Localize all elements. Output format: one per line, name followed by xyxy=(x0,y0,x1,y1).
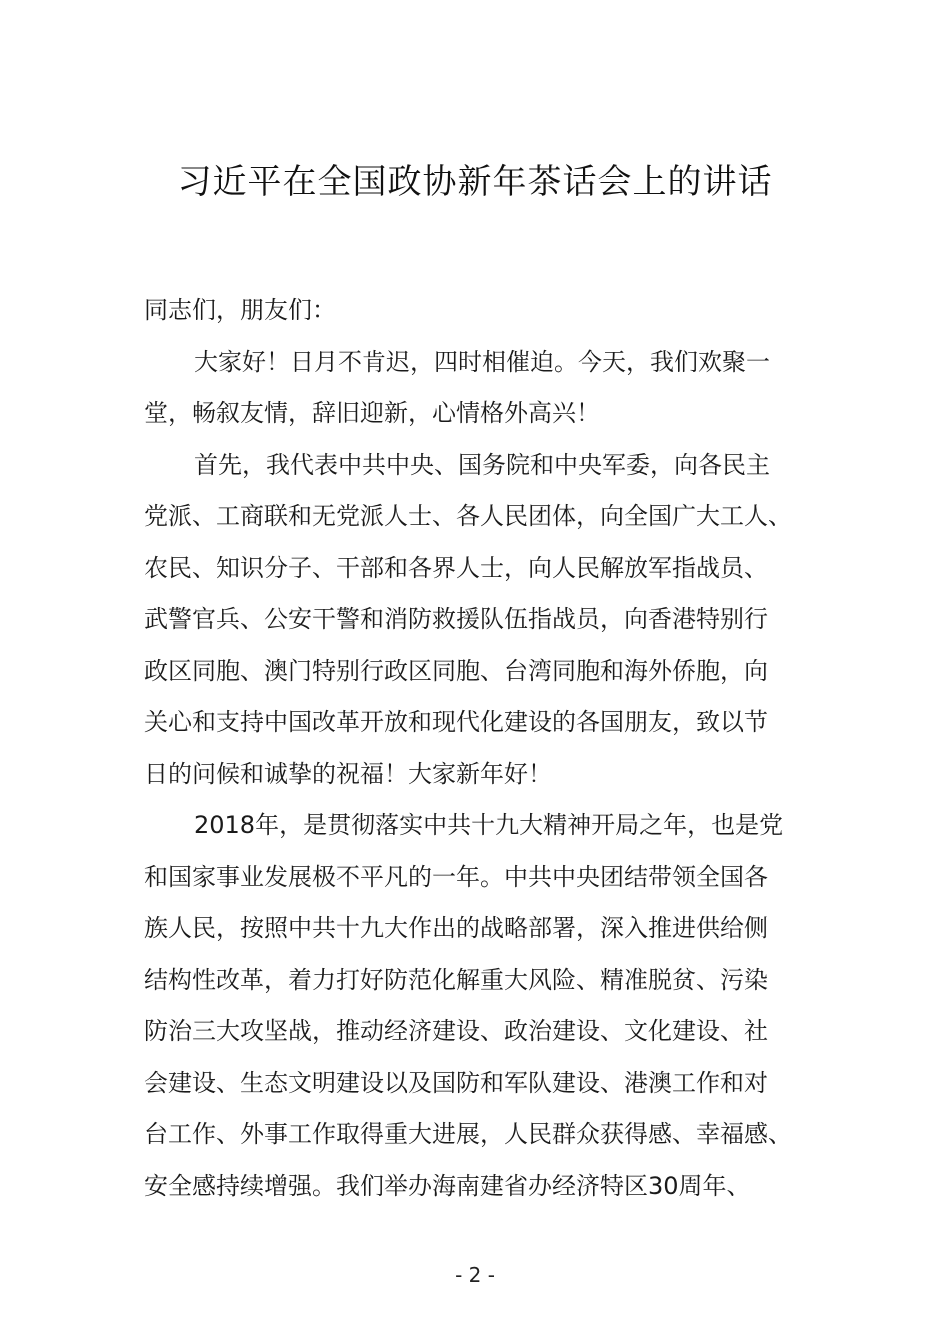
body-line: 安全感持续增强。我们举办海南建省办经济特区30周年、 xyxy=(144,1171,751,1200)
body-line: 政区同胞、澳门特别行政区同胞、台湾同胞和海外侨胞，向 xyxy=(144,656,768,685)
body-line: 堂，畅叙友情，辞旧迎新，心情格外高兴！ xyxy=(144,399,600,427)
body-line: 族人民，按照中共十九大作出的战略部署，深入推进供给侧 xyxy=(144,914,768,942)
body-line: 和国家事业发展极不平凡的一年。中共中央团结带领全国各 xyxy=(144,862,768,891)
document-title: 习近平在全国政协新年茶话会上的讲话 xyxy=(177,162,773,202)
body-line: 2018年，是贯彻落实中共十九大精神开局之年，也是党 xyxy=(194,811,784,839)
page-number: - 2 - xyxy=(455,1263,495,1287)
body-line: 防治三大攻坚战，推动经济建设、政治建设、文化建设、社 xyxy=(144,1017,768,1045)
body-line: 武警官兵、公安干警和消防救援队伍指战员，向香港特别行 xyxy=(144,605,768,633)
body-line: 同志们，朋友们： xyxy=(144,296,336,324)
body-line: 台工作、外事工作取得重大进展，人民群众获得感、幸福感、 xyxy=(144,1120,792,1148)
document-body xyxy=(144,285,814,1212)
body-line: 结构性改革，着力打好防范化解重大风险、精准脱贫、污染 xyxy=(144,965,768,994)
body-line: 关心和支持中国改革开放和现代化建设的各国朋友，致以节 xyxy=(144,708,768,736)
body-line: 日的问候和诚挚的祝福！大家新年好！ xyxy=(144,759,552,788)
body-line: 农民、知识分子、干部和各界人士，向人民解放军指战员、 xyxy=(144,553,768,582)
body-line: 首先，我代表中共中央、国务院和中央军委，向各民主 xyxy=(194,450,770,479)
body-line: 会建设、生态文明建设以及国防和军队建设、港澳工作和对 xyxy=(144,1068,768,1097)
body-line: 党派、工商联和无党派人士、各人民团体，向全国广大工人、 xyxy=(144,502,792,530)
body-line: 大家好！日月不肯迟，四时相催迫。今天，我们欢聚一 xyxy=(194,347,770,376)
